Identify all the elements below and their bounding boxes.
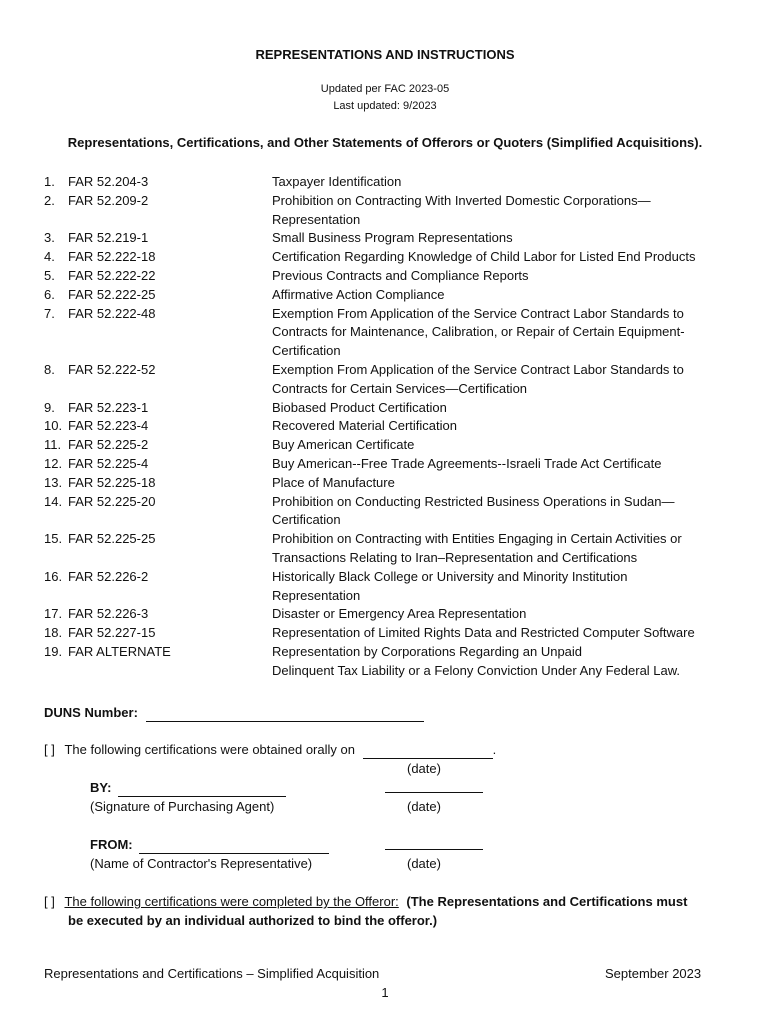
clause-number: 17. <box>44 606 63 622</box>
clause-description: Prohibition on Contracting With Inverted Domestic Corporations— <box>272 192 651 208</box>
clause-row <box>44 529 744 548</box>
clause-id: FAR 52.209-2 <box>68 192 149 208</box>
clause-number: 12. <box>44 456 63 471</box>
clause-id: FAR 52.226-3 <box>68 606 149 622</box>
clause-row <box>44 247 744 266</box>
last-updated-note: Last updated: 9/2023 <box>333 100 437 112</box>
clause-description-continued: Certification <box>272 512 341 528</box>
updated-note: Updated per FAC 2023-05 <box>320 83 450 95</box>
offeror-checkbox[interactable]: [ ] <box>44 894 55 909</box>
offeror-note-line2: be executed by an individual authorized to bind the offeror.) <box>68 913 438 928</box>
clause-description-continued: Contracts for Certain Services—Certification <box>272 380 528 396</box>
from-caption: (Name of Contractor's Representative) <box>90 856 313 871</box>
clause-number: 10. <box>44 418 63 434</box>
clause-id: FAR 52.226-2 <box>68 568 149 584</box>
clause-description: Representation by Corporations Regarding an Unpaid <box>272 644 583 659</box>
clause-number: 6. <box>44 286 55 302</box>
by-signature-line[interactable] <box>118 782 286 797</box>
clause-row <box>44 285 744 304</box>
clause-description: Buy American Certificate <box>272 437 415 453</box>
clause-description: Exemption From Application of the Service Contract Labor Standards to <box>272 362 684 377</box>
by-label: BY: <box>90 780 112 795</box>
by-date-line[interactable] <box>385 792 483 793</box>
clause-id: FAR ALTERNATE <box>68 644 171 659</box>
clause-id: FAR 52.222-48 <box>68 305 156 321</box>
clause-description-continued: Transactions Relating to Iran–Representation and Certifications <box>272 550 638 565</box>
footer-right: September 2023 <box>605 966 702 981</box>
from-date-caption: (date) <box>407 856 441 871</box>
clause-description-continued: Contracts for Maintenance, Calibration, or Repair of Certain Equipment- <box>272 324 685 340</box>
clause-row <box>44 454 744 473</box>
offeror-row <box>44 892 687 911</box>
clause-description-continued: Delinquent Tax Liability or a Felony Conviction Under Any Federal Law. <box>272 662 681 678</box>
clause-description: Affirmative Action Compliance <box>272 286 445 302</box>
clause-id: FAR 52.225-20 <box>68 493 156 509</box>
clause-description: Prohibition on Contracting with Entities Engaging in Certain Activities or <box>272 531 682 547</box>
clause-id: FAR 52.204-3 <box>68 174 149 189</box>
section-subtitle: Representations, Certifications, and Other Statements of Offerors or Quoters (Simplified Acquisitions). <box>67 135 703 150</box>
clause-number: 19. <box>44 644 63 659</box>
clause-description: Certification Regarding Knowledge of Child Labor for Listed End Products <box>272 249 696 265</box>
clause-number: 13. <box>44 474 63 490</box>
clause-row <box>44 228 744 247</box>
clause-row <box>44 623 744 642</box>
clause-number: 4. <box>44 249 55 265</box>
clause-row <box>44 604 744 623</box>
clause-number: 9. <box>44 399 55 415</box>
from-name-line[interactable] <box>139 839 329 854</box>
clause-number: 15. <box>44 531 63 547</box>
clause-description: Place of Manufacture <box>272 474 395 490</box>
footer-left: Representations and Certifications – Simplified Acquisition <box>44 966 380 981</box>
clause-row <box>44 492 744 511</box>
clause-number: 7. <box>44 305 55 321</box>
clause-number: 16. <box>44 568 63 584</box>
clause-row <box>44 360 744 379</box>
by-date-caption: (date) <box>407 799 441 814</box>
oral-text: The following certifications were obtained orally on <box>64 742 355 757</box>
clause-number: 11. <box>44 437 62 453</box>
clause-id: FAR 52.223-1 <box>68 399 149 415</box>
clause-description: Representation of Limited Rights Data and Restricted Computer Software <box>272 625 695 641</box>
clause-description: Biobased Product Certification <box>272 399 447 415</box>
clause-description: Buy American--Free Trade Agreements--Israeli Trade Act Certificate <box>272 456 662 471</box>
clause-id: FAR 52.225-2 <box>68 437 149 453</box>
from-row <box>90 835 329 854</box>
clause-id: FAR 52.222-18 <box>68 249 156 265</box>
clause-description: Exemption From Application of the Service Contract Labor Standards to <box>272 305 684 321</box>
clause-id: FAR 52.222-25 <box>68 286 156 302</box>
oral-period: . <box>492 742 497 757</box>
oral-row <box>44 740 496 759</box>
clause-row <box>44 266 744 285</box>
page-number: 1 <box>381 985 389 1000</box>
clause-description: Previous Contracts and Compliance Reports <box>272 268 529 283</box>
oral-checkbox[interactable]: [ ] <box>44 742 55 757</box>
oral-date-caption: (date) <box>407 761 441 776</box>
clause-number: 3. <box>44 230 55 246</box>
clause-row <box>44 398 744 417</box>
from-date-line[interactable] <box>385 849 483 850</box>
clause-id: FAR 52.227-15 <box>68 625 156 641</box>
offeror-text: The following certifications were completed by the Offeror: <box>64 894 399 909</box>
clause-number: 2. <box>44 192 55 208</box>
duns-input-line[interactable] <box>146 707 424 722</box>
clause-description: Taxpayer Identification <box>272 174 402 189</box>
clause-id: FAR 52.222-22 <box>68 268 156 283</box>
clause-number: 1. <box>44 174 55 189</box>
clause-description-continued: Certification <box>272 343 341 359</box>
clause-row <box>44 191 744 210</box>
clause-description: Small Business Program Representations <box>272 230 513 246</box>
clause-id: FAR 52.225-25 <box>68 531 156 547</box>
clause-description: Recovered Material Certification <box>272 418 457 434</box>
clause-id: FAR 52.225-18 <box>68 474 156 490</box>
clause-description: Historically Black College or University and Minority Institution <box>272 568 628 584</box>
clause-id: FAR 52.219-1 <box>68 230 149 246</box>
clause-row <box>44 567 744 586</box>
from-label: FROM: <box>90 837 133 852</box>
duns-label: DUNS Number: <box>44 705 138 720</box>
clause-number: 14. <box>44 493 63 509</box>
clause-row <box>44 473 744 492</box>
clause-row <box>44 642 744 661</box>
by-caption: (Signature of Purchasing Agent) <box>90 799 275 814</box>
clause-number: 5. <box>44 268 55 283</box>
clause-number: 8. <box>44 362 55 377</box>
oral-date-line[interactable] <box>363 744 493 759</box>
clause-row <box>44 416 744 435</box>
offeror-note-line1: (The Representations and Certifications must <box>406 894 688 909</box>
clause-id: FAR 52.223-4 <box>68 418 149 434</box>
clause-row <box>44 172 744 191</box>
page-title: REPRESENTATIONS AND INSTRUCTIONS <box>255 47 515 62</box>
by-row <box>90 778 286 797</box>
clause-description-continued: Representation <box>272 587 361 603</box>
clause-number: 18. <box>44 625 63 641</box>
clause-row <box>44 304 744 323</box>
clause-id: FAR 52.225-4 <box>68 456 149 471</box>
duns-row <box>44 703 424 722</box>
clause-description: Prohibition on Conducting Restricted Business Operations in Sudan— <box>272 493 675 509</box>
clause-description: Disaster or Emergency Area Representation <box>272 606 527 622</box>
clause-id: FAR 52.222-52 <box>68 362 156 377</box>
clause-row <box>44 435 744 454</box>
clause-description-continued: Representation <box>272 211 361 227</box>
